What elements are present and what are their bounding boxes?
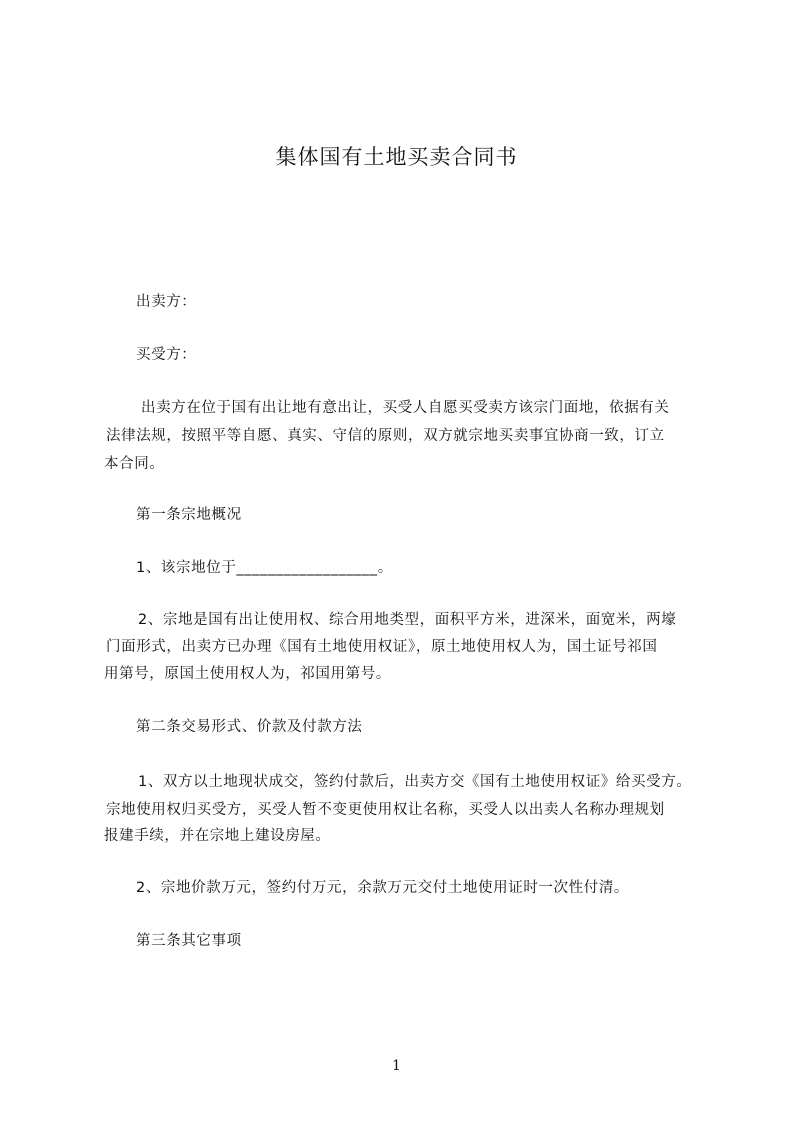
intro-line-3: 本合同。 <box>104 456 165 472</box>
article2-item1-line-3: 报建手续，并在宗地上建设房屋。 <box>104 828 331 844</box>
article2-item2: 2、宗地价款万元，签约付万元，余款万元交付土地使用证时一次性付清。 <box>136 880 630 896</box>
article3-heading: 第三条其它事项 <box>136 933 242 949</box>
article2-item1-line-2: 宗地使用权归买受方，买受人暂不变更使用权让名称，买受人以出卖人名称办理规划 <box>106 802 665 818</box>
article1-item2-line-1: 2、宗地是国有出让使用权、综合用地类型，面积平方米，进深米，面宽米，两壕 <box>138 612 677 628</box>
intro-line-2: 法律法规，按照平等自愿、真实、守信的原则，双方就宗地买卖事宜协商一致，订立 <box>106 428 665 444</box>
article1-heading: 第一条宗地概况 <box>136 507 242 523</box>
seller-label: 出卖方： <box>136 294 197 310</box>
page-number: 1 <box>392 1058 401 1074</box>
article1-item2-line-3: 用第号，原国土使用权人为，祁国用第号。 <box>104 666 391 682</box>
article1-item1: 1、该宗地位于__________________。 <box>136 560 393 576</box>
intro-line-1: 出卖方在位于国有出让地有意出让，买受人自愿买受卖方该宗门面地，依据有关 <box>141 400 670 416</box>
document-title: 集体国有土地买卖合同书 <box>275 145 518 169</box>
article2-heading: 第二条交易形式、价款及付款方法 <box>136 719 363 735</box>
article2-item1-line-1: 1、双方以土地现状成交，签约付款后，出卖方交《国有土地使用权证》给买受方。 <box>138 774 692 790</box>
buyer-label: 买受方： <box>136 347 197 363</box>
article1-item2-line-2: 门面形式，出卖方已办理《国有土地使用权证》，原土地使用权人为，国土证号祁国 <box>106 639 658 655</box>
